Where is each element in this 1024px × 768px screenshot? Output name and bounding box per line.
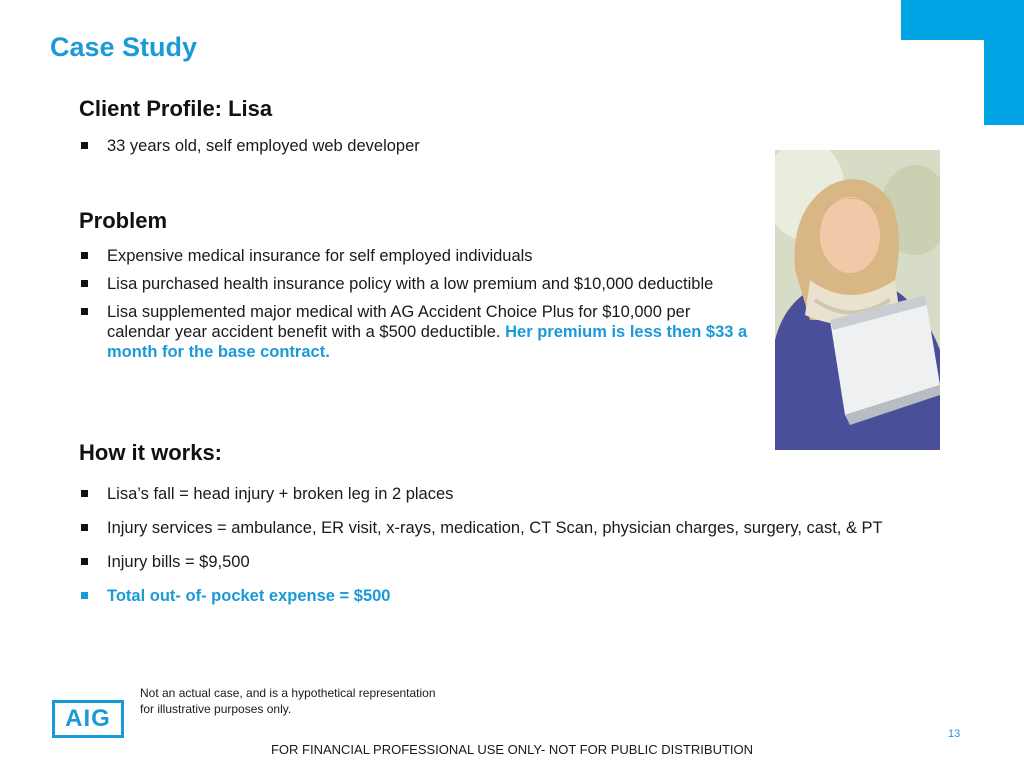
list-item: Expensive medical insurance for self employed individuals [79, 246, 749, 266]
woman-with-laptop-illustration [775, 150, 940, 450]
slide-title: Case Study [50, 32, 198, 62]
corner-accent-tab [984, 40, 1024, 125]
list-item: Lisa’s fall = head injury + broken leg in 2 places [79, 484, 959, 504]
footer-text: FOR FINANCIAL PROFESSIONAL USE ONLY- NOT FOR PUBLIC DISTRIBUTION [270, 742, 754, 757]
aig-logo: AIG [52, 700, 124, 738]
list-item: Injury services = ambulance, ER visit, x-rays, medication, CT Scan, physician charges, surgery, cast, & PT [79, 518, 959, 538]
client-profile-list [79, 136, 719, 164]
client-profile-heading: Client Profile: Lisa [79, 96, 273, 121]
how-it-works-list [79, 484, 959, 614]
list-item: Lisa purchased health insurance policy with a low premium and $10,000 deductible [79, 274, 749, 294]
list-item: Injury bills = $9,500 [79, 552, 959, 572]
problem-heading: Problem [79, 208, 168, 233]
corner-accent-bar [901, 0, 1024, 40]
list-item-text: Lisa supplemented major medical with AG Accident Choice Plus for $10,000 per calendar year accident benefit with a $500 deductible. [107, 303, 691, 341]
problem-list [79, 246, 749, 370]
list-item [79, 302, 749, 362]
disclaimer-text: Not an actual case, and is a hypothetical representation for illustrative purposes only. [140, 686, 436, 716]
how-it-works-heading: How it works: [79, 440, 223, 465]
list-item: 33 years old, self employed web developer [79, 136, 719, 156]
page-number: 13 [948, 728, 961, 740]
client-photo [775, 150, 940, 450]
total-expense-item: Total out- of- pocket expense = $500 [79, 586, 959, 606]
footer-notice [0, 742, 1024, 757]
premium-highlight: Her premium is less then $33 a month for the base contract. [107, 323, 748, 361]
